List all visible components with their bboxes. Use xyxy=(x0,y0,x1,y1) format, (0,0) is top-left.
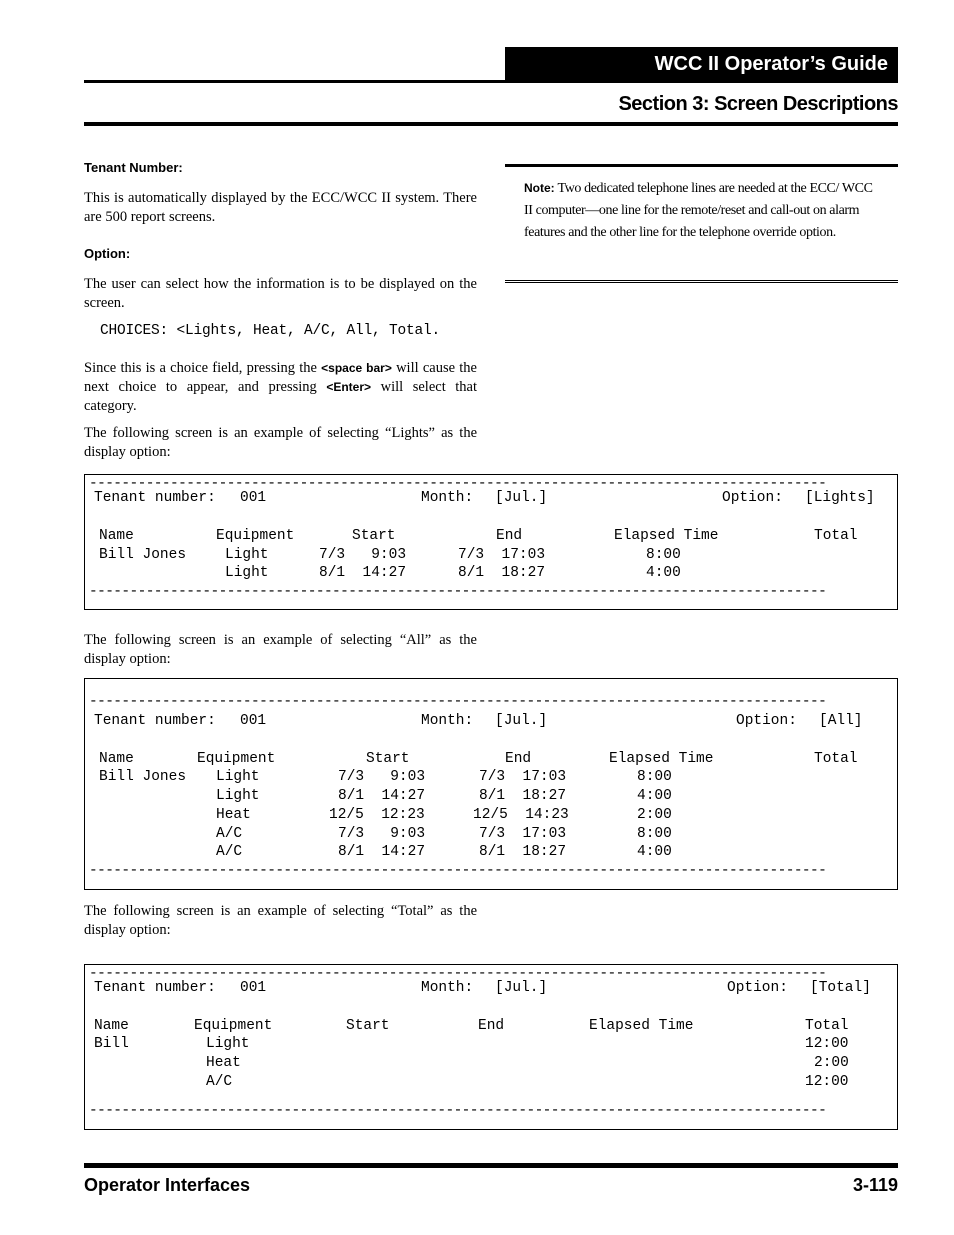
col-start: Start xyxy=(346,1018,390,1034)
section-title: Section 3: Screen Descriptions xyxy=(618,93,898,115)
row-equipment: Light xyxy=(225,547,269,563)
footer-rule xyxy=(84,1163,898,1168)
col-equipment: Equipment xyxy=(194,1018,273,1034)
row-total: 12:00 xyxy=(805,1036,849,1052)
page-number: 3-119 xyxy=(852,1175,898,1195)
choice-text-3: will select that category. xyxy=(84,379,478,414)
choice-field-text xyxy=(84,359,477,416)
col-start: Start xyxy=(366,751,410,767)
tenant-label: Tenant number: xyxy=(94,980,216,996)
row-equipment: A/C xyxy=(216,844,243,860)
option-value: [Total] xyxy=(810,980,871,996)
tenant-label: Tenant number: xyxy=(94,490,216,506)
note-top-rule xyxy=(505,164,898,167)
option-value: [All] xyxy=(819,713,863,729)
row-equipment: Heat xyxy=(206,1055,241,1071)
row-elapsed: 8:00 xyxy=(637,826,672,842)
tenant-value: 001 xyxy=(240,980,267,996)
row-elapsed: 4:00 xyxy=(637,788,672,804)
row-start: 7/3 9:03 xyxy=(338,769,426,785)
note-label: Note: xyxy=(524,181,555,195)
row-start: 8/1 14:27 xyxy=(338,788,426,804)
note-bottom-rule xyxy=(505,280,898,283)
row-elapsed: 8:00 xyxy=(637,769,672,785)
col-name: Name xyxy=(99,528,134,544)
row-start: 7/3 9:03 xyxy=(319,547,407,563)
row-start: 8/1 14:27 xyxy=(319,565,407,581)
row-equipment: Light xyxy=(225,565,269,581)
row-name: Bill xyxy=(94,1036,129,1052)
row-end: 7/3 17:03 xyxy=(458,547,546,563)
tenant-value: 001 xyxy=(240,490,267,506)
screen-dash-line: ------------------------------------------------------------------------------------------- xyxy=(89,694,827,710)
option-text: The user can select how the information is to be displayed on the screen. xyxy=(84,276,477,311)
row-equipment: Light xyxy=(216,788,260,804)
col-elapsed: Elapsed Time xyxy=(609,751,714,767)
row-equipment: A/C xyxy=(216,826,243,842)
col-end: End xyxy=(505,751,532,767)
choice-text-2: will cause the next choice to appear, and pressing xyxy=(84,360,477,395)
option-heading: Option: xyxy=(84,246,131,261)
total-screen xyxy=(84,964,898,1130)
screen-dash-line: ------------------------------------------------------------------------------------------- xyxy=(89,584,827,600)
row-end: 7/3 17:03 xyxy=(479,769,567,785)
screen-dash-line: ------------------------------------------------------------------------------------------- xyxy=(89,966,827,982)
col-end: End xyxy=(496,528,523,544)
row-elapsed: 8:00 xyxy=(646,547,681,563)
screen-dash-line: ------------------------------------------------------------------------------------------- xyxy=(89,1103,827,1119)
lights-intro: The following screen is an example of selecting “Lights” as the display option: xyxy=(84,425,477,460)
enter-key: <Enter> xyxy=(326,380,372,394)
col-name: Name xyxy=(99,751,134,767)
lights-screen xyxy=(84,474,898,610)
row-equipment: A/C xyxy=(206,1074,233,1090)
row-elapsed: 2:00 xyxy=(637,807,672,823)
month-value: [Jul.] xyxy=(495,713,548,729)
row-elapsed: 4:00 xyxy=(646,565,681,581)
row-end: 8/1 18:27 xyxy=(479,788,567,804)
row-elapsed: 4:00 xyxy=(637,844,672,860)
row-equipment: Light xyxy=(216,769,260,785)
all-screen xyxy=(84,678,898,890)
row-total: 2:00 xyxy=(814,1055,849,1071)
col-elapsed: Elapsed Time xyxy=(614,528,719,544)
section-rule xyxy=(84,122,898,126)
col-start: Start xyxy=(352,528,396,544)
guide-title: WCC II Operator’s Guide xyxy=(654,53,888,75)
month-label: Month: xyxy=(421,713,474,729)
month-value: [Jul.] xyxy=(495,980,548,996)
option-value: [Lights] xyxy=(805,490,875,506)
row-name: Bill Jones xyxy=(99,547,187,563)
row-end: 8/1 18:27 xyxy=(458,565,546,581)
month-value: [Jul.] xyxy=(495,490,548,506)
col-elapsed: Elapsed Time xyxy=(589,1018,694,1034)
row-equipment: Heat xyxy=(216,807,251,823)
row-name: Bill Jones xyxy=(99,769,187,785)
note xyxy=(524,177,874,244)
col-equipment: Equipment xyxy=(216,528,295,544)
col-total: Total xyxy=(805,1018,849,1034)
choices-line: CHOICES: <Lights, Heat, A/C, All, Total. xyxy=(100,323,441,339)
tenant-number-text: This is automatically displayed by the ECC/WCC II system. There are 500 report screens. xyxy=(84,190,477,225)
row-start: 8/1 14:27 xyxy=(338,844,426,860)
tenant-value: 001 xyxy=(240,713,267,729)
month-label: Month: xyxy=(421,980,474,996)
month-label: Month: xyxy=(421,490,474,506)
option-label: Option: xyxy=(736,713,797,729)
header-rule xyxy=(84,80,898,83)
total-intro: The following screen is an example of selecting “Total” as the display option: xyxy=(84,903,477,938)
row-total: 12:00 xyxy=(805,1074,849,1090)
screen-dash-line: ------------------------------------------------------------------------------------------- xyxy=(89,863,827,879)
tenant-number-heading: Tenant Number: xyxy=(84,160,183,175)
col-end: End xyxy=(478,1018,505,1034)
choice-text-1: Since this is a choice field, pressing the xyxy=(84,360,317,376)
all-intro: The following screen is an example of selecting “All” as the display option: xyxy=(84,632,477,667)
row-end: 12/5 14:23 xyxy=(473,807,569,823)
note-text: Two dedicated telephone lines are needed at the ECC/ WCC II computer—one line for the remote/reset and call-out on alarm features and the other line for the telephone override option. xyxy=(524,181,873,240)
footer-left: Operator Interfaces xyxy=(84,1175,251,1195)
col-name: Name xyxy=(94,1018,129,1034)
screen-dash-line: ------------------------------------------------------------------------------------------- xyxy=(89,476,827,492)
option-label: Option: xyxy=(722,490,783,506)
row-equipment: Light xyxy=(206,1036,250,1052)
row-start: 12/5 12:23 xyxy=(329,807,425,823)
tenant-label: Tenant number: xyxy=(94,713,216,729)
row-end: 7/3 17:03 xyxy=(479,826,567,842)
col-total: Total xyxy=(814,751,858,767)
space-bar-key: <space bar> xyxy=(321,361,392,375)
row-end: 8/1 18:27 xyxy=(479,844,567,860)
option-label: Option: xyxy=(727,980,788,996)
row-start: 7/3 9:03 xyxy=(338,826,426,842)
col-equipment: Equipment xyxy=(197,751,276,767)
col-total: Total xyxy=(814,528,858,544)
